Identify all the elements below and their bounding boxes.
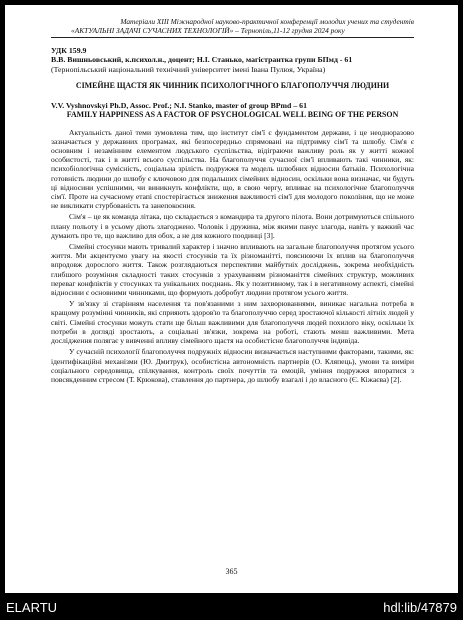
paragraph: У сучасній психології благополуччя подружніх відносин визначається наступними факторами, такими, як: ідентифікаційні механізми (Ю. Дмитрук), особистісна автономність партнерів (О. Кляпець), умови та виміри соціального середовища, спілкування, контроль своїх почуттів та емоцій, уміння подружжя впоратися з повсякденним стресом (Т. Крюкова), ставлення до партнера, до шлюбу взагалі і до власного (Є. Кіжаєва) [2].	[51, 347, 414, 384]
affiliation: (Тернопільський національний технічний університет імені Івана Пулюя, Україна)	[51, 64, 326, 74]
paragraph: У зв'язку зі старінням населення та пов'язаними з ним захворюваннями, виникає нагальна потреба в кращому розумінні чинників, які сприяють здоров'ю та благополуччю серед зростаючої кількості літніх людей у світі. Сімейні стосунки можуть стати ще більш важливими для благополуччя людей похилого віку, оскільки їх потреби в догляді зростають, а соціальні зв'язки, зокрема на роботі, стають менш важливими. Мета дослідження полягає у вивченні впливу сімейного щастя на особистісне благополуччя індивіда.	[51, 299, 414, 346]
paragraph: Актуальність даної теми зумовлена тим, що інститут сім'ї є фундаментом держави, і це неодноразово зазначається у державних програмах, які безпосередньо спрямовані на підтримку сім'ї та шлюбу. Сім'я є основним і незамінним елементом людського суспільства, відіграючи важливу роль як у житті кожної особистості, так і в житті всього суспільства. На благополуччя сучасної сім'ї впливають такі чинники, як: психобіологічна сумісність, соціальна зрілість подружжя та модель шлюбних відносин батьків. Психологічна готовність людини до шлюбу є ключовою для подальших сімейних відносин, оскільки вона визначає, чи будуть ці відносини успішними, чи виникнуть конфлікти, що, в свою чергу, впливає на психологічне благополуччя сім'ї. Проте на сучасному етапі спостерігається зниження важливості сім'ї для молодого покоління, що не може не викликати стурбованість та занепокоєння.	[51, 127, 414, 211]
conference-header-line1: Матеріали XIII Міжнародної науково-практичної конференції молодих учених та студентів	[120, 17, 414, 26]
repository-name: ELARTU	[6, 600, 58, 615]
title-en: FAMILY HAPPINESS AS A FACTOR OF PSYCHOLOGICAL WELL BEING OF THE PERSON	[66, 110, 399, 120]
paragraph: Сімейні стосунки мають тривалий характер і значно впливають на загальне благополуччя протягом усього життя. Ми акцентуємо увагу на якості стосунків та їх різноманітті, пояснюючи їх вплив на благополуччя впродовж дорослого життя. Також розглядаються перспективи майбутніх досліджень, зокрема необхідність глибшого розуміння складності таких стосунків з урахуванням різноманіття сімейних структур, можливих переваг конфліктів у стосунках та унікальних поєднань. Як у позитивному, так і в негативному аспекті, сімейні відносини є основними чинниками, що формують добробут людини протягом усього життя.	[51, 242, 414, 298]
repository-footer	[0, 597, 463, 620]
document-page	[5, 5, 458, 593]
title-ua: СІМЕЙНЕ ЩАСТЯ ЯК ЧИННИК ПСИХОЛОГІЧНОГО БЛАГОПОЛУЧЧЯ ЛЮДИНИ	[75, 81, 390, 91]
authors-en: V.V. Vyshnovskyi Ph.D, Assoc. Prof.; N.I. Stanko, master of group BPmd – 61	[51, 100, 307, 110]
conference-header-line2: «АКТУАЛЬНІ ЗАДАЧІ СУЧАСНИХ ТЕХНОЛОГІЙ» – Тернопіль,11-12 грудня 2024 року	[71, 26, 345, 35]
conference-header	[51, 17, 414, 38]
handle-id: hdl:lib/47879	[383, 600, 457, 615]
paragraph: Сім'я – це як команда літака, що складається з командира та другого пілота. Вони дотримуються спільного плану польоту і в усьому діють злагоджено. Чоловік і дружина, між якими панує злагода, навіть у важкий час думають про те, що важливо для обох, а не для кожного поодинці [3].	[51, 212, 414, 240]
authors-ua: В.В. Вишньовський, к.психол.н., доцент; Н.І. Станько, магістрантка групи БПмд - 61	[51, 55, 353, 65]
page-number: 365	[225, 567, 238, 576]
udc-code: УДК 159.9	[51, 46, 87, 55]
